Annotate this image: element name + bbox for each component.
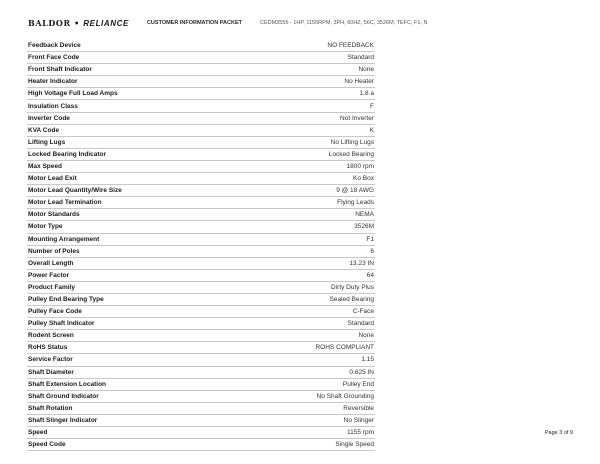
spec-row xyxy=(27,197,375,209)
spec-value: Standard xyxy=(240,318,375,330)
spec-row xyxy=(27,342,375,354)
spec-label: Heater Indicator xyxy=(27,76,240,88)
spec-label: Max Speed xyxy=(27,160,240,172)
spec-row xyxy=(27,318,375,330)
spec-value: No Slinger xyxy=(240,414,375,426)
spec-value: K xyxy=(240,124,375,136)
spec-label: Mounting Arrangement xyxy=(27,233,240,245)
spec-table-body xyxy=(27,40,375,451)
spec-table xyxy=(27,40,375,451)
spec-value: None xyxy=(240,330,375,342)
page-header xyxy=(28,18,428,28)
spec-row xyxy=(27,40,375,52)
spec-row xyxy=(27,64,375,76)
spec-row xyxy=(27,402,375,414)
spec-value: C-Face xyxy=(240,306,375,318)
spec-row xyxy=(27,112,375,124)
spec-value: 3526M xyxy=(240,221,375,233)
spec-label: Pulley End Bearing Type xyxy=(27,293,240,305)
spec-value: 13.23 IN xyxy=(240,257,375,269)
spec-value: 1800 rpm xyxy=(240,160,375,172)
spec-value: Sealed Bearing xyxy=(240,293,375,305)
spec-value: 1155 rpm xyxy=(240,427,375,439)
brand-separator: • xyxy=(74,18,80,28)
spec-row xyxy=(27,209,375,221)
spec-label: Number of Poles xyxy=(27,245,240,257)
spec-label: Product Family xyxy=(27,281,240,293)
spec-row xyxy=(27,390,375,402)
spec-label: Motor Lead Termination xyxy=(27,197,240,209)
spec-row xyxy=(27,148,375,160)
spec-label: Inverter Code xyxy=(27,112,240,124)
spec-row xyxy=(27,221,375,233)
spec-label: Feedback Device xyxy=(27,40,240,52)
brand-primary: BALDOR xyxy=(28,18,71,28)
spec-row xyxy=(27,354,375,366)
spec-label: Front Face Code xyxy=(27,52,240,64)
spec-row xyxy=(27,306,375,318)
product-description: CEDM3556 - 1HP, 1155RPM, 3PH, 60HZ, 56C, 3526M, TEFC, F1, N xyxy=(259,20,428,26)
spec-value: 64 xyxy=(240,269,375,281)
spec-label: Power Factor xyxy=(27,269,240,281)
spec-row xyxy=(27,427,375,439)
spec-value: 0.625 IN xyxy=(240,366,375,378)
spec-label: Pulley Shaft Indicator xyxy=(27,318,240,330)
spec-row xyxy=(27,52,375,64)
spec-row xyxy=(27,185,375,197)
spec-value: Ko Box xyxy=(240,173,375,185)
spec-row xyxy=(27,136,375,148)
spec-label: Pulley Face Code xyxy=(27,306,240,318)
spec-value: NEMA xyxy=(240,209,375,221)
page-number: Page 3 of 9 xyxy=(544,430,573,436)
spec-row xyxy=(27,88,375,100)
spec-value: F xyxy=(240,100,375,112)
spec-value: Standard xyxy=(240,52,375,64)
spec-value: Pulley End xyxy=(240,378,375,390)
spec-row xyxy=(27,269,375,281)
spec-label: High Voltage Full Load Amps xyxy=(27,88,240,100)
spec-value: Single Speed xyxy=(240,439,375,451)
spec-label: Locked Bearing Indicator xyxy=(27,148,240,160)
spec-label: Motor Standards xyxy=(27,209,240,221)
spec-row xyxy=(27,124,375,136)
spec-row xyxy=(27,366,375,378)
spec-label: Motor Type xyxy=(27,221,240,233)
spec-row xyxy=(27,439,375,451)
spec-row xyxy=(27,330,375,342)
spec-value: Flying Leads xyxy=(240,197,375,209)
spec-value: No Shaft Grounding xyxy=(240,390,375,402)
spec-value: None xyxy=(240,64,375,76)
spec-label: Shaft Ground Indicator xyxy=(27,390,240,402)
spec-row xyxy=(27,281,375,293)
packet-title: CUSTOMER INFORMATION PACKET xyxy=(146,20,242,26)
spec-row xyxy=(27,378,375,390)
spec-label: Shaft Rotation xyxy=(27,402,240,414)
spec-value: Locked Bearing xyxy=(240,148,375,160)
spec-value: Dirty Duty Plus xyxy=(240,281,375,293)
spec-label: Speed xyxy=(27,427,240,439)
spec-label: KVA Code xyxy=(27,124,240,136)
spec-row xyxy=(27,233,375,245)
spec-label: Insulation Class xyxy=(27,100,240,112)
spec-row xyxy=(27,245,375,257)
spec-value: Not Inverter xyxy=(240,112,375,124)
spec-label: RoHS Status xyxy=(27,342,240,354)
spec-row xyxy=(27,414,375,426)
spec-label: Shaft Slinger Indicator xyxy=(27,414,240,426)
spec-value: 1.8 a xyxy=(240,88,375,100)
spec-label: Rodent Screen xyxy=(27,330,240,342)
spec-label: Speed Code xyxy=(27,439,240,451)
spec-value: 1.15 xyxy=(240,354,375,366)
spec-row xyxy=(27,257,375,269)
spec-value: 6 xyxy=(240,245,375,257)
spec-row xyxy=(27,293,375,305)
spec-row xyxy=(27,100,375,112)
spec-label: Motor Lead Quantity/Wire Size xyxy=(27,185,240,197)
spec-label: Front Shaft Indicator xyxy=(27,64,240,76)
spec-label: Shaft Diameter xyxy=(27,366,240,378)
spec-value: No Lifting Lugs xyxy=(240,136,375,148)
spec-row xyxy=(27,173,375,185)
spec-label: Shaft Extension Location xyxy=(27,378,240,390)
spec-value: F1 xyxy=(240,233,375,245)
brand-logo xyxy=(28,18,129,28)
spec-label: Lifting Lugs xyxy=(27,136,240,148)
brand-secondary: RELIANCE xyxy=(83,19,129,28)
spec-value: 9 @ 18 AWG xyxy=(240,185,375,197)
spec-row xyxy=(27,160,375,172)
spec-value: ROHS COMPLIANT xyxy=(240,342,375,354)
spec-value: Reversible xyxy=(240,402,375,414)
spec-label: Overall Length xyxy=(27,257,240,269)
spec-label: Service Factor xyxy=(27,354,240,366)
spec-value: No Heater xyxy=(240,76,375,88)
spec-label: Motor Lead Exit xyxy=(27,173,240,185)
spec-row xyxy=(27,76,375,88)
spec-value: NO FEEDBACK xyxy=(240,40,375,52)
